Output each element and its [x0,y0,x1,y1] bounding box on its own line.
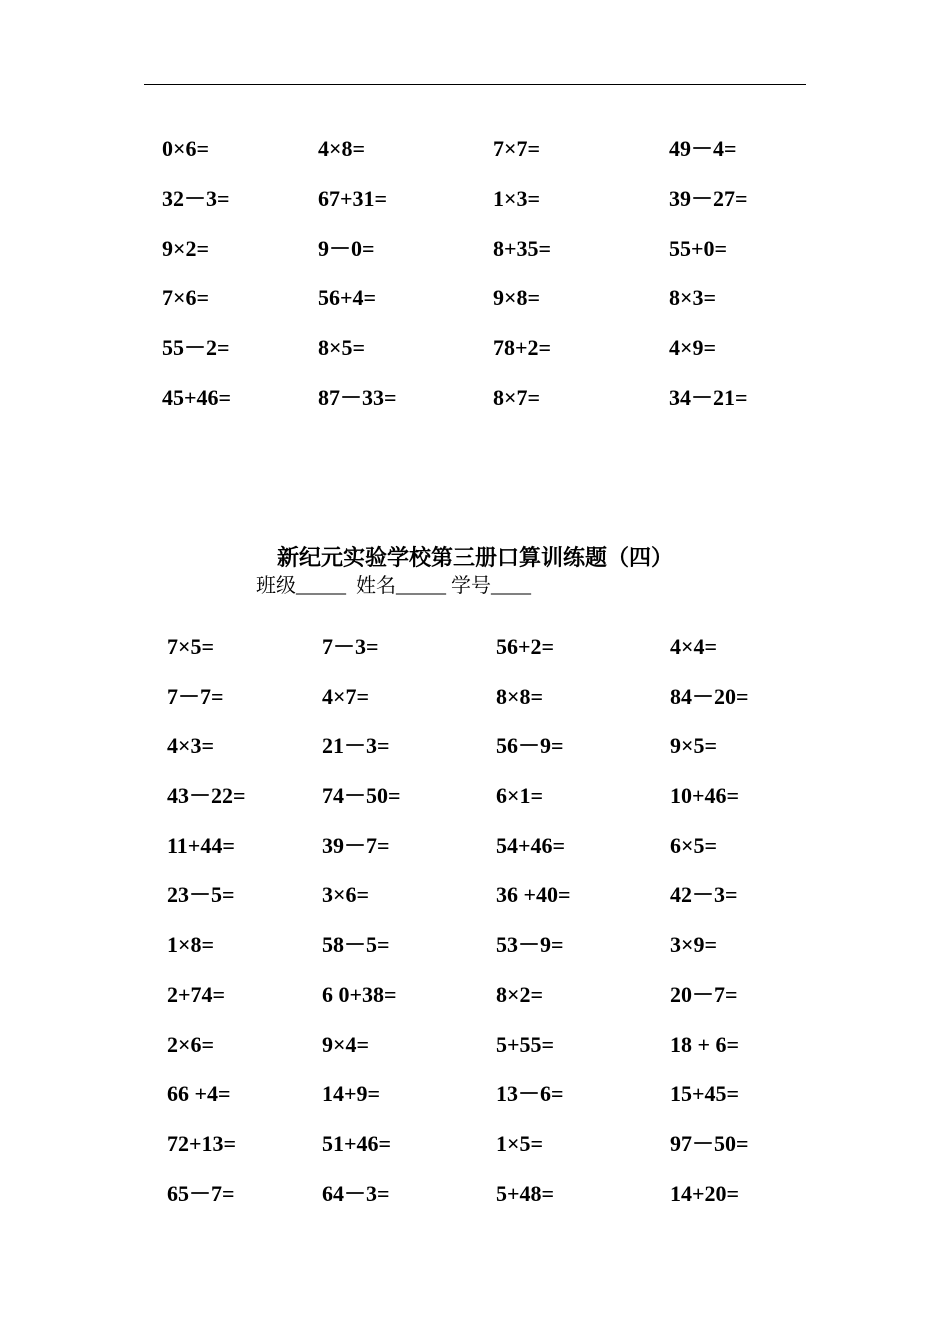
problem: 20－7= [670,981,738,1007]
problem-row [0,832,950,882]
problem: 4×7= [322,683,370,709]
problem-row [0,1031,950,1081]
problem-grid-2 [0,633,950,1229]
problem: 97－50= [670,1130,749,1156]
problem-row [0,633,950,683]
problem: 55+0= [669,235,728,261]
problem-row [0,732,950,782]
problem: 18 + 6= [670,1031,740,1057]
problem: 5+48= [496,1180,555,1206]
problem: 8×3= [669,285,717,311]
problem: 2+74= [167,981,226,1007]
student-info-line: 班级_____ 姓名_____ 学号____ [256,575,531,597]
problem: 1×3= [493,185,541,211]
problem: 32－3= [162,185,230,211]
problem: 8×7= [493,384,541,410]
problem: 23－5= [167,882,235,908]
problem: 3×6= [322,882,370,908]
problem-row [0,683,950,733]
problem-row [0,384,950,434]
problem: 15+45= [670,1081,740,1107]
problem: 56+4= [318,285,377,311]
problem: 8×2= [496,981,544,1007]
problem: 9×2= [162,235,210,261]
problem: 4×3= [167,733,215,759]
problem-row [0,185,950,235]
problem-row [0,782,950,832]
problem: 42－3= [670,882,738,908]
problem: 56－9= [496,733,564,759]
problem: 13－6= [496,1081,564,1107]
worksheet-title: 新纪元实验学校第三册口算训练题（四） [276,545,673,570]
problem: 54+46= [496,832,566,858]
problem: 84－20= [670,683,749,709]
problem: 7－3= [322,634,379,659]
problem: 53－9= [496,932,564,958]
problem: 72+13= [167,1130,237,1156]
problem: 43－22= [167,783,246,809]
problem: 0×6= [162,136,210,161]
problem: 7×5= [167,634,215,659]
problem: 11+44= [167,832,235,858]
problem: 65－7= [167,1180,235,1206]
problem: 78+2= [493,335,552,361]
problem: 8×5= [318,335,366,361]
problem: 45+46= [162,384,232,410]
problem: 36 +40= [496,882,571,908]
problem: 4×8= [318,136,366,161]
problem: 34－21= [669,384,748,410]
problem: 7×7= [493,136,541,161]
problem: 7×6= [162,285,210,311]
problem: 5+55= [496,1031,555,1057]
problem-row [0,1180,950,1230]
problem: 1×5= [496,1130,544,1156]
problem: 49－4= [669,136,737,161]
problem-row [0,235,950,285]
problem: 21－3= [322,733,390,759]
problem: 8+35= [493,235,552,261]
problem: 4×9= [669,335,717,361]
problem: 66 +4= [167,1081,231,1107]
problem: 56+2= [496,634,555,659]
problem-row [0,881,950,931]
problem: 14+9= [322,1081,381,1107]
problem: 10+46= [670,783,740,809]
problem-row [0,284,950,334]
problem: 9×5= [670,733,718,759]
problem: 39－27= [669,185,748,211]
problem-grid-1 [0,135,950,434]
problem: 87－33= [318,384,397,410]
problem: 8×8= [496,683,544,709]
problem-row [0,334,950,384]
problem: 39－7= [322,832,390,858]
problem: 55－2= [162,335,230,361]
problem: 2×6= [167,1031,215,1057]
problem-row [0,135,950,185]
problem: 1×8= [167,932,215,958]
problem-row [0,1080,950,1130]
problem: 3×9= [670,932,718,958]
problem: 6×5= [670,832,718,858]
problem-row [0,1130,950,1180]
problem: 6×1= [496,783,544,809]
problem: 9×8= [493,285,541,311]
problem: 64－3= [322,1180,390,1206]
problem: 74－50= [322,783,401,809]
problem: 4×4= [670,634,718,659]
problem: 67+31= [318,185,388,211]
problem: 9×4= [322,1031,370,1057]
problem: 58－5= [322,932,390,958]
problem: 7－7= [167,683,224,709]
problem: 9－0= [318,235,375,261]
header-rule [144,84,806,85]
problem-row [0,931,950,981]
problem: 6 0+38= [322,981,397,1007]
problem: 14+20= [670,1180,740,1206]
problem-row [0,981,950,1031]
problem: 51+46= [322,1130,392,1156]
